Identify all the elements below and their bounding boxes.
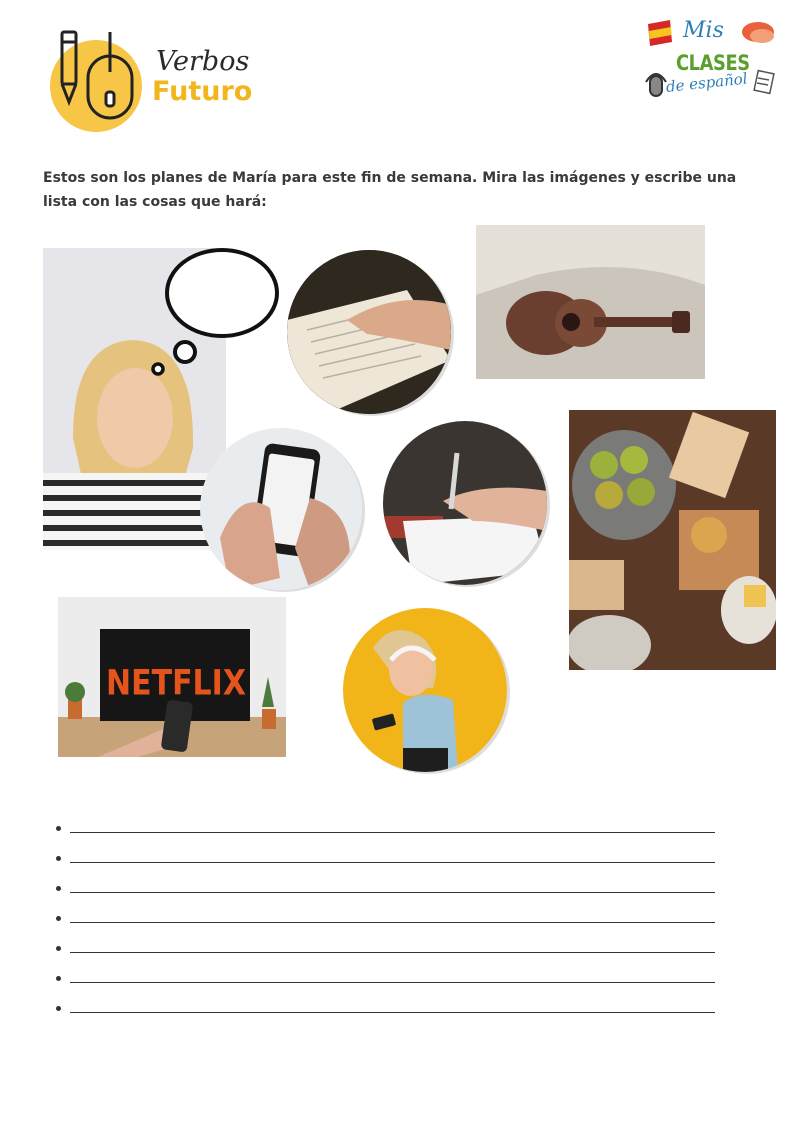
tv-streaming-photo bbox=[58, 597, 286, 757]
smartphone-photo bbox=[200, 428, 362, 590]
bullet-icon bbox=[56, 886, 61, 891]
answer-line[interactable] bbox=[50, 818, 730, 848]
bullet-icon bbox=[56, 946, 61, 951]
answer-line[interactable] bbox=[50, 848, 730, 878]
answer-line[interactable] bbox=[50, 878, 730, 908]
answer-list bbox=[50, 818, 730, 1028]
blank-line[interactable] bbox=[70, 952, 715, 953]
reading-book-photo bbox=[287, 250, 451, 414]
answer-line[interactable] bbox=[50, 968, 730, 998]
bullet-icon bbox=[56, 1006, 61, 1011]
instructions-text: Estos son los planes de María para este fin de semana. Mira las imágenes y escribe una lista con las cosas que hará: bbox=[43, 170, 737, 210]
title-verbos: Verbos bbox=[156, 46, 250, 77]
mouse-icon bbox=[88, 32, 132, 118]
ukulele-photo bbox=[476, 225, 705, 379]
bullet-icon bbox=[56, 856, 61, 861]
answer-line[interactable] bbox=[50, 938, 730, 968]
logo-icons bbox=[46, 26, 156, 136]
blank-line[interactable] bbox=[70, 922, 715, 923]
spain-flag-icon bbox=[648, 20, 672, 46]
blank-line[interactable] bbox=[70, 982, 715, 983]
blank-line[interactable] bbox=[70, 832, 715, 833]
headset-icon bbox=[646, 74, 666, 96]
answer-line[interactable] bbox=[50, 998, 730, 1028]
thought-bubble bbox=[145, 245, 285, 380]
speech-bubble-icon bbox=[742, 22, 774, 43]
notepad-icon bbox=[754, 71, 774, 94]
tv-screen-text: NETFLIX bbox=[106, 662, 246, 704]
listening-music-photo bbox=[343, 608, 507, 772]
bullet-icon bbox=[56, 826, 61, 831]
blank-line[interactable] bbox=[70, 862, 715, 863]
writing-letter-photo bbox=[383, 421, 547, 585]
bullet-icon bbox=[56, 916, 61, 921]
brand-clases: CLASES bbox=[676, 51, 750, 75]
brand-de-espanol: de español bbox=[665, 69, 749, 96]
blank-line[interactable] bbox=[70, 892, 715, 893]
pencil-icon bbox=[62, 32, 76, 102]
blank-line[interactable] bbox=[70, 1012, 715, 1013]
title-futuro: Futuro bbox=[152, 76, 253, 107]
bullet-icon bbox=[56, 976, 61, 981]
answer-line[interactable] bbox=[50, 908, 730, 938]
baking-ingredients-photo bbox=[569, 410, 776, 670]
brand-mis: Mis bbox=[683, 18, 724, 43]
